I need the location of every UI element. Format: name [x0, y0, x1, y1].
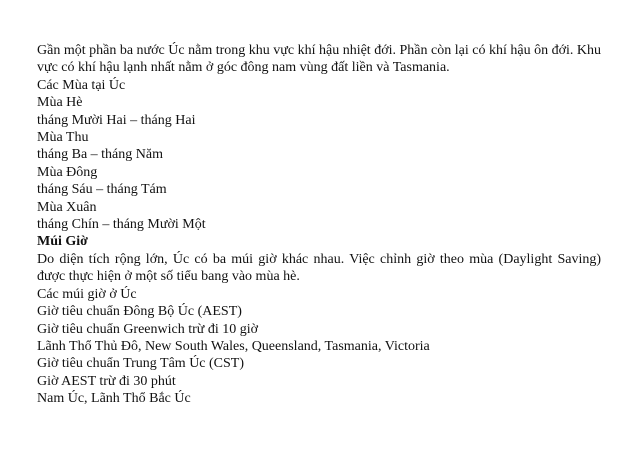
season-autumn-name: Mùa Thu [37, 130, 89, 146]
timezone-aest-name: Giờ tiêu chuẩn Đông Bộ Úc (AEST) [37, 304, 242, 320]
season-spring-name: Mùa Xuân [37, 199, 97, 215]
timezones-title: Các múi giờ ở Úc [37, 286, 137, 302]
seasons-title: Các Mùa tại Úc [37, 77, 126, 93]
season-summer-months: tháng Mười Hai – tháng Hai [37, 112, 196, 128]
timezone-cst-name: Giờ tiêu chuẩn Trung Tâm Úc (CST) [37, 356, 245, 372]
season-spring-months: tháng Chín – tháng Mười Một [37, 217, 206, 233]
season-autumn-months: tháng Ba – tháng Năm [37, 147, 163, 163]
timezone-aest-detail: Giờ tiêu chuẩn Greenwich trừ đi 10 giờ [37, 321, 259, 337]
season-summer-name: Mùa Hè [37, 95, 83, 111]
timezone-cst-regions: Nam Úc, Lãnh Thổ Bắc Úc [37, 391, 191, 407]
document-page [37, 42, 601, 408]
timezone-cst-detail: Giờ AEST trừ đi 30 phút [37, 373, 176, 389]
intro-paragraph: Gần một phần ba nước Úc nằm trong khu vực khí hậu nhiệt đới. Phần còn lại có khí hậu ôn đới. Khu vực có khí hậu lạnh nhất nằm ở góc đông nam vùng đất liền và Tasmania. [37, 43, 601, 76]
season-winter-name: Mùa Đông [37, 164, 98, 180]
timezone-aest-regions: Lãnh Thổ Thủ Đô, New South Wales, Queensland, Tasmania, Victoria [37, 338, 430, 354]
timezone-heading: Múi Giờ [37, 234, 88, 250]
timezone-paragraph: Do diện tích rộng lớn, Úc có ba múi giờ khác nhau. Việc chỉnh giờ theo mùa (Daylight Saving) được thực hiện ở một số tiểu bang vào mùa hè. [37, 251, 601, 285]
season-winter-months: tháng Sáu – tháng Tám [37, 182, 167, 198]
